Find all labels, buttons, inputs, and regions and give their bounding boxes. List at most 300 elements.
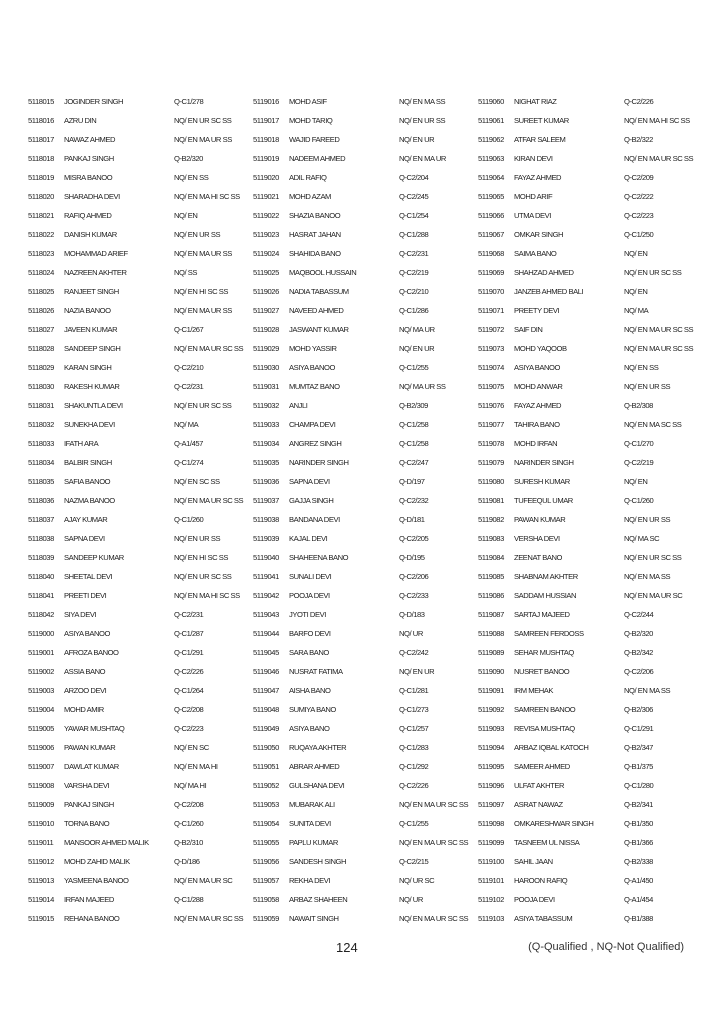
- roll-number: 5119040: [253, 553, 279, 562]
- result-status: Q-C2/223: [624, 211, 654, 220]
- result-status: NQ/ EN: [624, 287, 648, 296]
- candidate-name: SUNEKHA DEVI: [64, 420, 115, 429]
- roll-number: 5119006: [28, 743, 54, 752]
- candidate-name: KAJAL DEVI: [289, 534, 328, 543]
- table-row: [28, 130, 250, 149]
- candidate-name: POOJA DEVI: [289, 591, 330, 600]
- result-status: Q-C2/222: [624, 192, 654, 201]
- candidate-name: UTMA DEVI: [514, 211, 551, 220]
- candidate-name: ANJLI: [289, 401, 308, 410]
- table-row: [28, 643, 250, 662]
- table-row: [253, 529, 475, 548]
- result-status: Q-B1/388: [624, 914, 653, 923]
- result-status: NQ/ EN UR SS: [624, 515, 671, 524]
- result-status: Q-B2/320: [624, 629, 653, 638]
- candidate-name: ATFAR SALEEM: [514, 135, 566, 144]
- result-status: Q-C2/219: [399, 268, 429, 277]
- candidate-name: NAZREEN AKHTER: [64, 268, 127, 277]
- table-row: [253, 225, 475, 244]
- result-status: NQ/ EN MA UR SS: [174, 306, 232, 315]
- roll-number: 5118017: [28, 135, 54, 144]
- table-row: [253, 434, 475, 453]
- result-status: NQ/ EN MA SC SS: [624, 420, 682, 429]
- roll-number: 5119003: [28, 686, 54, 695]
- candidate-name: SAIMA BANO: [514, 249, 557, 258]
- table-row: [253, 909, 475, 928]
- roll-number: 5118035: [28, 477, 54, 486]
- results-columns: [28, 92, 700, 928]
- table-row: [478, 301, 700, 320]
- result-status: Q-C2/206: [399, 572, 429, 581]
- table-row: [478, 681, 700, 700]
- candidate-name: PANKAJ SINGH: [64, 154, 114, 163]
- result-status: Q-C1/255: [399, 363, 429, 372]
- result-status: NQ/ MA: [174, 420, 199, 429]
- table-row: [478, 168, 700, 187]
- roll-number: 5119097: [478, 800, 504, 809]
- roll-number: 5119078: [478, 439, 504, 448]
- table-row: [253, 814, 475, 833]
- result-status: Q-B2/338: [624, 857, 653, 866]
- roll-number: 5119074: [478, 363, 504, 372]
- candidate-name: WAJID FAREED: [289, 135, 340, 144]
- candidate-name: JOGINDER SINGH: [64, 97, 124, 106]
- table-row: [253, 244, 475, 263]
- result-status: Q-C1/283: [399, 743, 429, 752]
- table-row: [253, 282, 475, 301]
- table-row: [28, 168, 250, 187]
- table-row: [253, 700, 475, 719]
- result-status: Q-C2/226: [174, 667, 204, 676]
- candidate-name: SUNITA DEVI: [289, 819, 331, 828]
- roll-number: 5119070: [478, 287, 504, 296]
- table-row: [28, 605, 250, 624]
- candidate-name: REKHA DEVI: [289, 876, 331, 885]
- table-row: [253, 206, 475, 225]
- roll-number: 5119082: [478, 515, 504, 524]
- candidate-name: SIYA DEVI: [64, 610, 97, 619]
- table-row: [478, 833, 700, 852]
- candidate-name: GAJJA SINGH: [289, 496, 334, 505]
- candidate-name: MAQBOOL HUSSAIN: [289, 268, 357, 277]
- table-row: [28, 320, 250, 339]
- table-row: [478, 890, 700, 909]
- table-row: [478, 339, 700, 358]
- result-status: NQ/ EN UR: [399, 135, 435, 144]
- roll-number: 5118024: [28, 268, 54, 277]
- result-status: Q-C2/244: [624, 610, 654, 619]
- table-row: [253, 358, 475, 377]
- result-status: Q-C2/208: [174, 705, 204, 714]
- table-row: [478, 434, 700, 453]
- roll-number: 5118020: [28, 192, 54, 201]
- result-status: Q-B1/350: [624, 819, 653, 828]
- roll-number: 5118040: [28, 572, 54, 581]
- table-row: [253, 548, 475, 567]
- roll-number: 5119039: [253, 534, 279, 543]
- candidate-name: SAMREEN FERDOSS: [514, 629, 584, 638]
- roll-number: 5119033: [253, 420, 279, 429]
- table-row: [478, 605, 700, 624]
- table-row: [253, 472, 475, 491]
- result-status: Q-C1/288: [174, 895, 204, 904]
- roll-number: 5119064: [478, 173, 504, 182]
- candidate-name: OMKAR SINGH: [514, 230, 564, 239]
- table-row: [28, 472, 250, 491]
- roll-number: 5119099: [478, 838, 504, 847]
- table-row: [253, 776, 475, 795]
- candidate-name: NADEEM AHMED: [289, 154, 346, 163]
- roll-number: 5119084: [478, 553, 504, 562]
- result-status: NQ/ EN SS: [174, 173, 209, 182]
- table-row: [253, 377, 475, 396]
- result-status: Q-C1/287: [174, 629, 204, 638]
- result-status: Q-C2/204: [399, 173, 429, 182]
- roll-number: 5119103: [478, 914, 504, 923]
- candidate-name: MOHD YAQOOB: [514, 344, 567, 353]
- table-row: [478, 320, 700, 339]
- qualification-legend: (Q-Qualified , NQ-Not Qualified): [528, 941, 684, 953]
- candidate-name: MISRA BANOO: [64, 173, 113, 182]
- result-status: NQ/ UR: [399, 895, 423, 904]
- roll-number: 5119015: [28, 914, 54, 923]
- table-row: [253, 605, 475, 624]
- result-status: NQ/ EN: [174, 211, 198, 220]
- candidate-name: MOHD ASIF: [289, 97, 327, 106]
- result-status: Q-C2/232: [399, 496, 429, 505]
- candidate-name: AZRU DIN: [64, 116, 97, 125]
- candidate-name: MUMTAZ BANO: [289, 382, 340, 391]
- roll-number: 5118028: [28, 344, 54, 353]
- result-status: Q-C1/281: [399, 686, 429, 695]
- table-row: [253, 643, 475, 662]
- candidate-name: SANDESH SINGH: [289, 857, 347, 866]
- roll-number: 5119030: [253, 363, 279, 372]
- roll-number: 5119032: [253, 401, 279, 410]
- table-row: [478, 510, 700, 529]
- table-row: [28, 92, 250, 111]
- candidate-name: ASRAT NAWAZ: [514, 800, 563, 809]
- table-row: [478, 415, 700, 434]
- result-status: NQ/ MA HI: [174, 781, 207, 790]
- result-status: Q-C1/254: [399, 211, 429, 220]
- result-status: Q-D/197: [399, 477, 425, 486]
- table-row: [28, 263, 250, 282]
- table-row: [253, 92, 475, 111]
- candidate-name: VERSHA DEVI: [514, 534, 560, 543]
- table-row: [478, 472, 700, 491]
- candidate-name: SAFIA BANOO: [64, 477, 111, 486]
- candidate-name: SHARADHA DEVI: [64, 192, 120, 201]
- table-row: [253, 149, 475, 168]
- table-row: [253, 263, 475, 282]
- table-row: [28, 795, 250, 814]
- roll-number: 5119046: [253, 667, 279, 676]
- result-status: Q-C1/257: [399, 724, 429, 733]
- candidate-name: PAWAN KUMAR: [64, 743, 116, 752]
- result-status: NQ/ EN UR: [399, 667, 435, 676]
- roll-number: 5118041: [28, 591, 54, 600]
- roll-number: 5119055: [253, 838, 279, 847]
- table-row: [478, 662, 700, 681]
- result-status: Q-B2/347: [624, 743, 653, 752]
- roll-number: 5119004: [28, 705, 54, 714]
- candidate-name: SAPNA DEVI: [64, 534, 105, 543]
- candidate-name: ULFAT AKHTER: [514, 781, 565, 790]
- table-row: [253, 415, 475, 434]
- roll-number: 5119047: [253, 686, 279, 695]
- result-status: NQ/ SS: [174, 268, 198, 277]
- roll-number: 5119038: [253, 515, 279, 524]
- roll-number: 5119086: [478, 591, 504, 600]
- table-row: [478, 396, 700, 415]
- table-row: [478, 909, 700, 928]
- roll-number: 5119093: [478, 724, 504, 733]
- table-row: [28, 548, 250, 567]
- roll-number: 5119000: [28, 629, 54, 638]
- candidate-name: SHEETAL DEVI: [64, 572, 113, 581]
- roll-number: 5119002: [28, 667, 54, 676]
- roll-number: 5119085: [478, 572, 504, 581]
- roll-number: 5119089: [478, 648, 504, 657]
- result-status: NQ/ EN MA UR SC: [624, 591, 683, 600]
- candidate-name: AISHA BANO: [289, 686, 331, 695]
- roll-number: 5118026: [28, 306, 54, 315]
- candidate-name: SHAHIDA BANO: [289, 249, 341, 258]
- table-row: [478, 529, 700, 548]
- table-row: [253, 624, 475, 643]
- candidate-name: SANDEEP SINGH: [64, 344, 121, 353]
- result-status: Q-C2/247: [399, 458, 429, 467]
- table-row: [478, 358, 700, 377]
- candidate-name: SHAHZAD AHMED: [514, 268, 574, 277]
- result-status: Q-C1/258: [399, 439, 429, 448]
- candidate-name: BARFO DEVI: [289, 629, 331, 638]
- roll-number: 5119102: [478, 895, 504, 904]
- table-row: [28, 833, 250, 852]
- table-row: [478, 187, 700, 206]
- result-status: Q-A1/454: [624, 895, 653, 904]
- table-row: [28, 282, 250, 301]
- table-row: [28, 890, 250, 909]
- table-row: [478, 814, 700, 833]
- roll-number: 5119001: [28, 648, 54, 657]
- roll-number: 5119007: [28, 762, 54, 771]
- result-status: NQ/ EN UR: [399, 344, 435, 353]
- table-row: [478, 738, 700, 757]
- table-row: [478, 548, 700, 567]
- roll-number: 5118036: [28, 496, 54, 505]
- roll-number: 5119094: [478, 743, 504, 752]
- roll-number: 5119057: [253, 876, 279, 885]
- candidate-name: RAFIQ AHMED: [64, 211, 112, 220]
- result-status: Q-C1/278: [174, 97, 204, 106]
- table-row: [253, 320, 475, 339]
- table-row: [28, 814, 250, 833]
- candidate-name: ARBAZ SHAHEEN: [289, 895, 348, 904]
- candidate-name: TORNA BANO: [64, 819, 110, 828]
- roll-number: 5119028: [253, 325, 279, 334]
- roll-number: 5118015: [28, 97, 54, 106]
- result-status: NQ/ EN SS: [624, 363, 659, 372]
- candidate-name: PANKAJ SINGH: [64, 800, 114, 809]
- candidate-name: HASRAT JAHAN: [289, 230, 341, 239]
- table-row: [253, 396, 475, 415]
- roll-number: 5119042: [253, 591, 279, 600]
- candidate-name: ASSIA BANO: [64, 667, 106, 676]
- table-row: [253, 111, 475, 130]
- result-status: Q-C2/219: [624, 458, 654, 467]
- table-row: [28, 301, 250, 320]
- table-row: [253, 681, 475, 700]
- roll-number: 5119022: [253, 211, 279, 220]
- roll-number: 5118031: [28, 401, 54, 410]
- result-status: Q-C2/210: [399, 287, 429, 296]
- candidate-name: MUBARAK ALI: [289, 800, 335, 809]
- result-status: Q-B2/308: [624, 401, 653, 410]
- table-row: [478, 852, 700, 871]
- page-number: 124: [336, 940, 358, 955]
- table-row: [28, 206, 250, 225]
- table-row: [478, 700, 700, 719]
- result-status: Q-C1/264: [174, 686, 204, 695]
- table-row: [253, 833, 475, 852]
- candidate-name: SUMIYA BANO: [289, 705, 336, 714]
- candidate-name: NIGHAT RIAZ: [514, 97, 557, 106]
- candidate-name: ASIYA BANOO: [514, 363, 560, 372]
- result-status: Q-C1/258: [399, 420, 429, 429]
- candidate-name: ARZOO DEVI: [64, 686, 107, 695]
- result-status: NQ/ EN MA UR SC SS: [399, 838, 469, 847]
- candidate-name: FAYAZ AHMED: [514, 401, 562, 410]
- table-row: [28, 377, 250, 396]
- result-status: NQ/ EN UR SC SS: [174, 401, 232, 410]
- roll-number: 5118033: [28, 439, 54, 448]
- result-status: Q-B2/306: [624, 705, 653, 714]
- candidate-name: MOHD ARIF: [514, 192, 553, 201]
- candidate-name: ZEENAT BANO: [514, 553, 562, 562]
- candidate-name: SURESH KUMAR: [514, 477, 570, 486]
- roll-number: 5119056: [253, 857, 279, 866]
- result-status: NQ/ EN MA SS: [624, 572, 671, 581]
- roll-number: 5118037: [28, 515, 54, 524]
- candidate-name: AFROZA BANOO: [64, 648, 119, 657]
- table-row: [478, 263, 700, 282]
- roll-number: 5119016: [253, 97, 279, 106]
- result-status: NQ/ MA UR: [399, 325, 435, 334]
- candidate-name: PREETY DEVI: [514, 306, 560, 315]
- result-status: NQ/ EN MA UR SC SS: [174, 914, 244, 923]
- table-row: [253, 738, 475, 757]
- table-row: [478, 871, 700, 890]
- result-status: Q-C1/286: [399, 306, 429, 315]
- result-status: Q-C2/226: [399, 781, 429, 790]
- roll-number: 5119054: [253, 819, 279, 828]
- roll-number: 5119083: [478, 534, 504, 543]
- result-status: Q-C2/231: [174, 610, 204, 619]
- result-status: Q-D/186: [174, 857, 200, 866]
- roll-number: 5118016: [28, 116, 54, 125]
- result-status: Q-B2/310: [174, 838, 203, 847]
- candidate-name: SARA BANO: [289, 648, 329, 657]
- result-status: Q-D/181: [399, 515, 425, 524]
- result-status: Q-C2/245: [399, 192, 429, 201]
- table-row: [253, 757, 475, 776]
- candidate-name: SAIF DIN: [514, 325, 543, 334]
- table-row: [28, 719, 250, 738]
- table-row: [28, 586, 250, 605]
- roll-number: 5119050: [253, 743, 279, 752]
- roll-number: 5119075: [478, 382, 504, 391]
- result-status: Q-C1/273: [399, 705, 429, 714]
- result-status: Q-C1/260: [174, 819, 204, 828]
- table-row: [253, 301, 475, 320]
- page-footer: [0, 940, 724, 960]
- table-row: [28, 700, 250, 719]
- table-row: [28, 624, 250, 643]
- roll-number: 5119020: [253, 173, 279, 182]
- result-status: NQ/ EN HI SC SS: [174, 553, 229, 562]
- result-status: NQ/ EN MA UR SS: [174, 135, 232, 144]
- result-status: Q-B2/342: [624, 648, 653, 657]
- result-status: NQ/ EN UR SS: [174, 230, 221, 239]
- candidate-name: NAWAZ AHMED: [64, 135, 116, 144]
- roll-number: 5119045: [253, 648, 279, 657]
- table-row: [253, 586, 475, 605]
- roll-number: 5118039: [28, 553, 54, 562]
- roll-number: 5119051: [253, 762, 279, 771]
- result-status: Q-C2/205: [399, 534, 429, 543]
- table-row: [28, 909, 250, 928]
- roll-number: 5119079: [478, 458, 504, 467]
- roll-number: 5119065: [478, 192, 504, 201]
- result-status: NQ/ EN UR SS: [624, 382, 671, 391]
- candidate-name: RAKESH KUMAR: [64, 382, 120, 391]
- result-status: Q-D/195: [399, 553, 425, 562]
- roll-number: 5119100: [478, 857, 504, 866]
- result-status: NQ/ EN MA SS: [624, 686, 671, 695]
- candidate-name: JASWANT KUMAR: [289, 325, 349, 334]
- table-row: [253, 510, 475, 529]
- roll-number: 5119011: [28, 838, 54, 847]
- results-column-3: [478, 92, 700, 928]
- result-status: NQ/ EN MA UR SC SS: [174, 344, 244, 353]
- roll-number: 5119018: [253, 135, 279, 144]
- candidate-name: PAPLU KUMAR: [289, 838, 338, 847]
- result-status: NQ/ EN MA SS: [399, 97, 446, 106]
- result-status: NQ/ EN MA UR SC SS: [624, 325, 694, 334]
- roll-number: 5119088: [478, 629, 504, 638]
- result-status: Q-B2/309: [399, 401, 428, 410]
- roll-number: 5119048: [253, 705, 279, 714]
- candidate-name: GULSHANA DEVI: [289, 781, 345, 790]
- table-row: [478, 111, 700, 130]
- roll-number: 5119052: [253, 781, 279, 790]
- result-status: Q-C1/280: [624, 781, 654, 790]
- result-status: NQ/ EN MA UR SC SS: [624, 154, 694, 163]
- table-row: [28, 681, 250, 700]
- table-row: [28, 757, 250, 776]
- table-row: [28, 453, 250, 472]
- result-status: Q-C2/209: [624, 173, 654, 182]
- roll-number: 5119072: [478, 325, 504, 334]
- candidate-name: MOHD ANWAR: [514, 382, 563, 391]
- table-row: [478, 282, 700, 301]
- candidate-name: SUNALI DEVI: [289, 572, 332, 581]
- candidate-name: MOHD YASSIR: [289, 344, 337, 353]
- result-status: NQ/ EN UR SC SS: [624, 268, 682, 277]
- candidate-name: NADIA TABASSUM: [289, 287, 349, 296]
